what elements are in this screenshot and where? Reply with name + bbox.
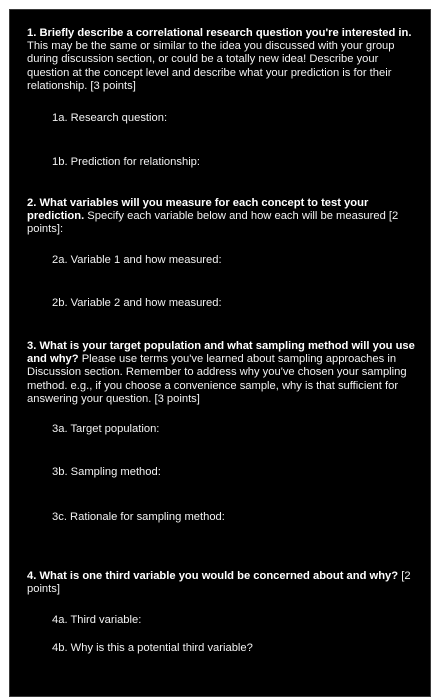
question-1-bold: Briefly describe a correlational research question you're interested in. <box>39 27 412 39</box>
question-4-number: 4. <box>27 570 37 582</box>
question-4-bold: What is one third variable you would be concerned about and why? <box>39 570 399 582</box>
question-2-bold: What variables will you measure for each concept to test your prediction. <box>27 197 369 223</box>
question-1 <box>27 27 419 93</box>
question-3a-label: 3a. Target population: <box>52 423 160 435</box>
question-3c-label: 3c. Rationale for sampling method: <box>52 511 225 523</box>
question-3-text: Please use terms you've learned about sampling approaches in Discussion section. Remember to address why you've chosen your sampling method. e.g., if you choose a convenience sample, why is that sufficient for answering your question. [3 points] <box>27 353 407 405</box>
question-2b-label: 2b. Variable 2 and how measured: <box>52 297 222 309</box>
question-3 <box>27 340 419 406</box>
question-1-number: 1. <box>27 27 37 39</box>
question-1b-label: 1b. Prediction for relationship: <box>52 156 201 168</box>
question-2-text: Specify each variable below and how each will be measured [2 points]: <box>27 210 399 236</box>
question-4-text: [2 points] <box>27 570 411 596</box>
question-3-bold: What is your target population and what sampling method will you use and why? <box>27 340 415 366</box>
question-4 <box>27 570 419 596</box>
question-2a-label: 2a. Variable 1 and how measured: <box>52 254 222 266</box>
question-3b-label: 3b. Sampling method: <box>52 466 161 478</box>
question-2-number: 2. <box>27 197 37 209</box>
question-4a-label: 4a. Third variable: <box>52 614 142 626</box>
question-2 <box>27 197 419 237</box>
question-1a-label: 1a. Research question: <box>52 112 168 124</box>
question-4b-label: 4b. Why is this a potential third variable? <box>52 642 253 654</box>
worksheet-panel <box>9 9 431 697</box>
question-3-number: 3. <box>27 340 37 352</box>
question-1-text: This may be the same or similar to the idea you discussed with your group during discussion section, or could be a totally new idea! Describe your question at the concept level and describe what your prediction is for their relationship. [3 points] <box>27 40 395 92</box>
